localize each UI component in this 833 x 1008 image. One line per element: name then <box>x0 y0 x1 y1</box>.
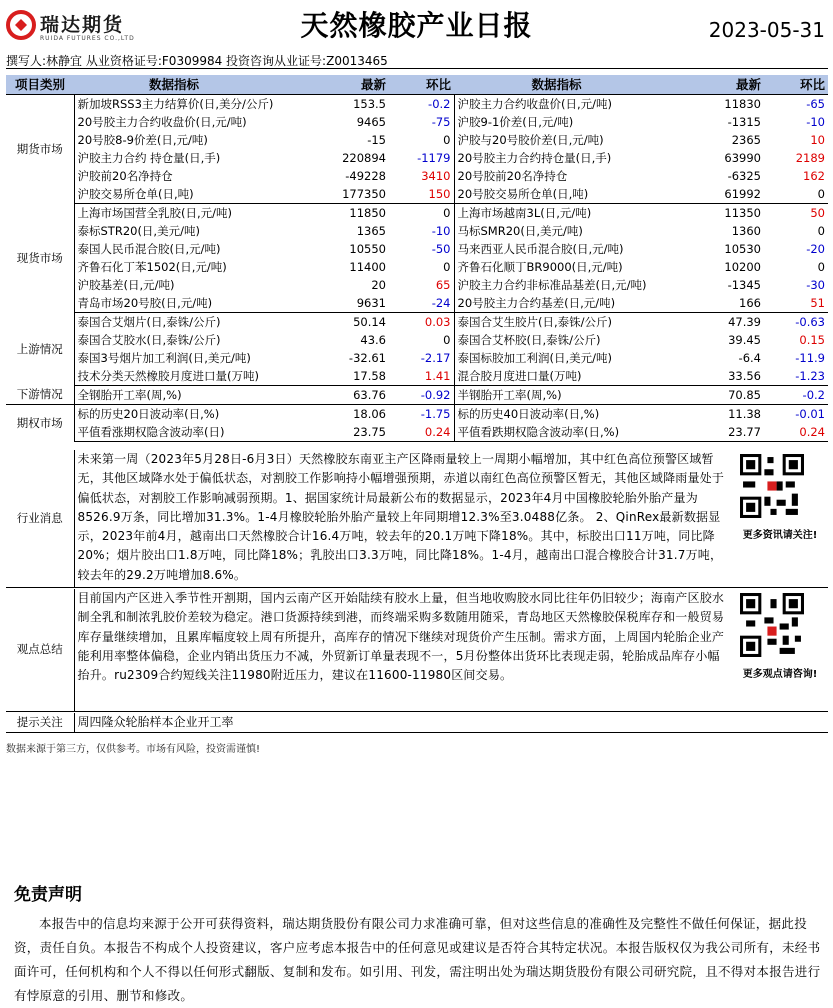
change-value: -1.75 <box>420 406 451 421</box>
table-row <box>6 313 828 332</box>
brand-name-en: RUIDA FUTURES CO.,LTD <box>40 35 135 42</box>
indicator-name: 混合胶月度进口量(万吨) <box>454 367 659 386</box>
indicator-name: 泰国合艾胶水(日,泰铢/公斤) <box>77 332 221 347</box>
latest-value: -6.4 <box>738 350 761 365</box>
latest-value: 10550 <box>349 241 386 256</box>
view-category: 观点总结 <box>6 589 74 712</box>
indicator-name: 泰国合艾杯胶(日,泰铢/公斤) <box>454 331 659 349</box>
table-row <box>6 294 828 313</box>
change-value: -65 <box>806 96 825 111</box>
change-value: 0 <box>443 132 451 147</box>
latest-value: 18.06 <box>353 406 386 421</box>
indicator-name: 沪胶交易所仓单(日,吨) <box>74 185 274 204</box>
change-value: -1.23 <box>764 367 828 386</box>
reminder-category: 提示关注 <box>6 713 74 733</box>
disclaimer-title: 免责声明 <box>14 885 82 905</box>
header-latest: 最新 <box>274 75 389 95</box>
change-value: -0.92 <box>389 386 454 405</box>
indicator-name: 马来西亚人民币混合胶(日,元/吨) <box>454 240 659 258</box>
latest-value: 9631 <box>274 294 389 313</box>
view-section <box>6 589 828 712</box>
change-value: 0 <box>443 259 451 274</box>
change-value: -11.9 <box>795 350 825 365</box>
indicator-name: 平值看涨期权隐含波动率(日) <box>74 423 274 442</box>
table-row <box>6 167 828 185</box>
indicator-name: 泰国标胶加工利润(日,美元/吨) <box>454 349 659 367</box>
latest-value: 23.77 <box>659 423 764 442</box>
indicator-name: 泰国3号烟片加工利润(日,美元/吨) <box>77 350 251 365</box>
indicator-name: 平值看跌期权隐含波动率(日,%) <box>454 423 659 442</box>
latest-value: -32.61 <box>348 350 386 365</box>
news-category: 行业消息 <box>6 450 74 588</box>
latest-value: 63.76 <box>274 386 389 405</box>
change-value: 162 <box>803 168 825 183</box>
latest-value: 2365 <box>731 132 761 147</box>
indicator-name: 泰国合艾生胶片(日,泰铢/公斤) <box>454 313 659 332</box>
report-header <box>0 0 833 52</box>
latest-value: 177350 <box>274 185 389 204</box>
latest-value: 220894 <box>342 150 386 165</box>
indicator-name: 半钢胎开工率(周,%) <box>454 386 659 405</box>
latest-value: 61992 <box>659 185 764 204</box>
indicator-name: 沪胶主力合约收盘价(日,元/吨) <box>454 95 659 114</box>
indicator-name: 标的历史40日波动率(日,%) <box>454 405 659 424</box>
table-row <box>6 423 828 442</box>
change-value: -0.01 <box>795 406 825 421</box>
table-row <box>6 258 828 276</box>
latest-value: -1315 <box>727 114 761 129</box>
table-row <box>6 149 828 167</box>
indicator-name: 标的历史20日波动率(日,%) <box>77 406 220 421</box>
table-row <box>6 367 828 386</box>
change-value: 2189 <box>795 150 825 165</box>
latest-value: 20 <box>371 277 386 292</box>
latest-value: -49228 <box>345 168 386 183</box>
row-category: 期权市场 <box>6 405 74 442</box>
footnote: 数据来源于第三方，仅供参考。市场有风险，投资需谨慎! <box>6 744 261 755</box>
indicator-name: 沪胶与20号胶价差(日,元/吨) <box>454 131 659 149</box>
row-category: 下游情况 <box>6 386 74 405</box>
indicator-name: 青岛市场20号胶(日,元/吨) <box>74 294 274 313</box>
reminder-text: 周四隆众轮胎样本企业开工率 <box>74 713 828 733</box>
indicator-name: 20号胶8-9价差(日,元/吨) <box>77 132 208 147</box>
header-indicator: 数据指标 <box>74 75 274 95</box>
table-row <box>6 349 828 367</box>
news-qr <box>740 454 820 546</box>
indicator-name: 技术分类天然橡胶月度进口量(万吨) <box>74 367 274 386</box>
latest-value: -6325 <box>727 168 761 183</box>
change-value: -10 <box>431 223 451 238</box>
change-value: 0 <box>817 223 825 238</box>
report-title: 天然橡胶产业日报 <box>300 9 533 42</box>
latest-value: 17.58 <box>274 367 389 386</box>
latest-value: 70.85 <box>659 386 764 405</box>
latest-value: 11830 <box>724 96 761 111</box>
latest-value: 50.14 <box>353 314 386 329</box>
change-value: -75 <box>431 114 451 129</box>
brand-name-cn: 瑞达期货 <box>40 14 125 36</box>
indicator-name: 20号胶主力合约基差(日,元/吨) <box>454 294 659 313</box>
reminder-section <box>6 713 828 733</box>
latest-value: -15 <box>367 132 386 147</box>
header-change-2: 环比 <box>764 75 828 95</box>
view-text: 目前国内产区进入季节性开割期，国内云南产区开始陆续有胶水上量，但当地收购胶水同比往年仍旧较少；海南产区胶水制全乳和制浓乳胶价差较为稳定。港口货源持续到港，而终端采购多数随用随采，青岛地区天然橡胶保税库存和一般贸易库存量继续增加，且累库幅度较上周有所提升，高库存的情况下继续对现货价产生压制。需求方面，上周国内轮胎企业产能利用率整体偏稳，企业内销出货压力不减，外贸新订单量表现不一，5月份整体出货环比表现走弱，轮胎成品库存小幅抬升。ru2309合约短线关注11980附近压力，建议在11600-11980区间交易。 <box>74 589 734 712</box>
indicator-name: 20号胶主力合约收盘价(日,元/吨) <box>77 114 247 129</box>
change-value: 3410 <box>421 168 451 183</box>
indicator-name: 齐鲁石化丁苯1502(日,元/吨) <box>77 259 227 274</box>
change-value: -0.2 <box>428 96 451 111</box>
news-qr-cell <box>734 450 828 588</box>
table-row <box>6 113 828 131</box>
latest-value: -1345 <box>727 277 761 292</box>
table-row <box>6 240 828 258</box>
table-row <box>6 95 828 114</box>
indicator-table <box>6 75 828 442</box>
change-value: 1.41 <box>389 367 454 386</box>
change-value: 50 <box>810 205 825 220</box>
latest-value: 43.6 <box>360 332 386 347</box>
change-value: -24 <box>389 294 454 313</box>
qr-code-icon <box>740 454 804 518</box>
row-category: 上游情况 <box>6 313 74 386</box>
indicator-name: 新加坡RSS3主力结算价(日,美分/公斤) <box>77 96 274 111</box>
view-qr-caption: 更多观点请咨询! <box>742 669 818 681</box>
view-qr <box>740 593 820 685</box>
latest-value: 63990 <box>724 150 761 165</box>
indicator-name: 全钢胎开工率(周,%) <box>74 386 274 405</box>
change-value: -1179 <box>417 150 451 165</box>
change-value: 0 <box>764 185 828 204</box>
indicator-name: 沪胶主力合约非标准品基差(日,元/吨) <box>454 276 659 294</box>
latest-value: 153.5 <box>353 96 386 111</box>
news-text: 未来第一周（2023年5月28日-6月3日）天然橡胶东南亚主产区降雨量较上一周期小幅增加，其中红色高位预警区域暂无，其他区域降水处于偏低状态，对割胶工作影响持小幅增强预期，赤道以南红色高位预警区暂无，其他区域降雨量处于偏低状态，对割胶工作影响减弱预期。1、据国家统计局最新公布的数据显示，2023年4月中国橡胶轮胎外胎产量为8526.9万条，同比增加31.3%。1-4月橡胶轮胎外胎产量较上年同期增12.3%至3.0488亿条。 2、QinRex最新数据显示，2023年前4月，越南出口天然橡胶合计16.4万吨，较去年的20.1万吨下降18%。其中，标胶出口11万吨，同比降20%；烟片胶出口1.8万吨，同比降18%；乳胶出口3.3万吨，同比降18%。1-4月，越南出口混合橡胶合计31.7万吨，较去年的29.2万吨增加8.6%。 <box>74 450 734 588</box>
divider <box>6 68 828 69</box>
latest-value: 1360 <box>731 223 761 238</box>
view-qr-cell <box>734 589 828 712</box>
news-qr-caption: 更多资讯请关注! <box>742 530 818 542</box>
latest-value: 10200 <box>724 259 761 274</box>
change-value: 0 <box>443 332 451 347</box>
indicator-name: 泰标STR20(日,美元/吨) <box>77 223 200 238</box>
indicator-name: 泰国合艾烟片(日,泰铢/公斤) <box>77 314 221 329</box>
disclaimer-text: 本报告中的信息均来源于公开可获得资料，瑞达期货股份有限公司力求准确可靠，但对这些信息的准确性及完整性不做任何保证，据此投资，责任自负。本报告不构成个人投资建议，客户应考虑本报告中的任何意见或建议是否符合其特定状况。本报告版权仅为我公司所有，未经书面许可，任何机构和个人不得以任何形式翻版、复制和发布。如引用、刊发，需注明出处为瑞达期货股份有限公司研究院，且不得对本报告进行有悖原意的引用、删节和修改。 <box>14 916 821 1003</box>
qr-code-icon <box>740 593 804 657</box>
table-row <box>6 222 828 240</box>
change-value: 10 <box>810 132 825 147</box>
row-category: 期货市场 <box>6 95 74 204</box>
change-value: -20 <box>806 241 825 256</box>
latest-value: 166 <box>659 294 764 313</box>
table-header-row <box>6 75 828 95</box>
change-value: 51 <box>764 294 828 313</box>
author-line: 撰写人:林静宜 从业资格证号:F0309984 投资咨询从业证号:Z0013465 <box>6 54 388 68</box>
header-change: 环比 <box>389 75 454 95</box>
change-value: -10 <box>806 114 825 129</box>
header-indicator-2: 数据指标 <box>454 75 659 95</box>
change-value: 65 <box>435 277 451 292</box>
change-value: 0.03 <box>424 314 451 329</box>
change-value: -50 <box>431 241 451 256</box>
table-row <box>6 185 828 204</box>
change-value: 0 <box>817 259 825 274</box>
indicator-name: 上海市场越南3L(日,元/吨) <box>454 204 659 223</box>
change-value: 0.24 <box>389 423 454 442</box>
table-row <box>6 331 828 349</box>
latest-value: 9465 <box>356 114 386 129</box>
change-value: 0 <box>443 205 451 220</box>
change-value: -0.63 <box>795 314 825 329</box>
change-value: -2.17 <box>420 350 451 365</box>
indicator-name: 上海市场国营全乳胶(日,元/吨) <box>77 205 233 220</box>
news-section <box>6 450 828 588</box>
change-value: -0.2 <box>764 386 828 405</box>
indicator-name: 沪胶基差(日,元/吨) <box>77 277 175 292</box>
table-row <box>6 405 828 424</box>
table-row <box>6 204 828 223</box>
latest-value: 11350 <box>724 205 761 220</box>
latest-value: 47.39 <box>728 314 761 329</box>
indicator-name: 20号胶主力合约持仓量(日,手) <box>454 149 659 167</box>
change-value: 0.24 <box>764 423 828 442</box>
latest-value: 1365 <box>356 223 386 238</box>
change-value: 150 <box>389 185 454 204</box>
table-row <box>6 276 828 294</box>
indicator-name: 沪胶前20名净持仓 <box>77 168 173 183</box>
header-latest-2: 最新 <box>659 75 764 95</box>
indicator-name: 20号胶交易所仓单(日,吨) <box>454 185 659 204</box>
row-category: 现货市场 <box>6 204 74 313</box>
table-row <box>6 386 828 405</box>
indicator-name: 泰国人民币混合胶(日,元/吨) <box>77 241 221 256</box>
latest-value: 33.56 <box>659 367 764 386</box>
change-value: 0.15 <box>799 332 825 347</box>
indicator-name: 沪胶9-1价差(日,元/吨) <box>454 113 659 131</box>
indicator-name: 齐鲁石化顺丁BR9000(日,元/吨) <box>454 258 659 276</box>
latest-value: 39.45 <box>728 332 761 347</box>
latest-value: 10530 <box>724 241 761 256</box>
latest-value: 23.75 <box>274 423 389 442</box>
indicator-name: 沪胶主力合约 持仓量(日,手) <box>77 150 221 165</box>
indicator-name: 20号胶前20名净持仓 <box>454 167 659 185</box>
latest-value: 11400 <box>349 259 386 274</box>
latest-value: 11.38 <box>728 406 761 421</box>
indicator-name: 马标SMR20(日,美元/吨) <box>454 222 659 240</box>
change-value: -30 <box>806 277 825 292</box>
report-date: 2023-05-31 <box>708 18 825 42</box>
latest-value: 11850 <box>349 205 386 220</box>
table-row <box>6 131 828 149</box>
header-category: 项目类别 <box>6 75 74 95</box>
